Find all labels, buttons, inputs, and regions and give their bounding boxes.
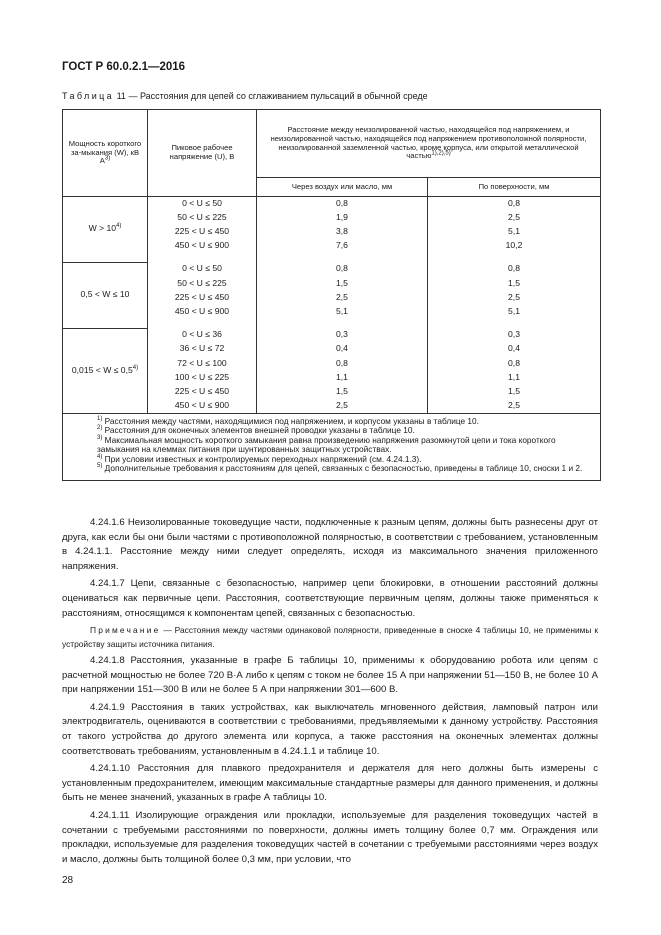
voltage-cell: 50 < U ≤ 225 <box>148 276 257 290</box>
air-distance-cell: 0,8 <box>257 262 428 276</box>
air-distance-cell: 3,8 <box>257 225 428 239</box>
col-header-distance: Расстояние между неизолированной частью, находящейся под напряжением, и неизолированной частью, находящейся под напряжением противоположной полярности, неизолированной заземленной частью, кроме корпуса, или открытой металлической частью$^{1),2),5)}$ <box>257 110 601 178</box>
paragraph-4-24-1-9: 4.24.1.9 Расстояния в таких устройствах, как выключатель мгновенного действия, ламповый патрон или электродвигатель, оцениваются в соответствии с требованиями, предъявляемыми к данному устройству. Расстояния от такого устройства до другого элемента или корпуса, а также расстояния на оконечных элементах должны соответствовать требованиям, установленным в 4.24.1.1 и таблице 10. <box>62 701 598 757</box>
surface-distance-cell: 5,1 <box>428 225 601 239</box>
footnotes-row <box>63 413 601 480</box>
note <box>62 624 598 651</box>
paragraph-4-24-1-6: 4.24.1.6 Неизолированные токоведущие части, подключенные к разным цепям, должны быть разнесены друг от друга, как если бы они были частями с противоположной полярностью, в соответствии с требованием, установленным в 4.24.1.1. Расстояние между ними следует определять, исходя из максимального значения приложенного напряжения. <box>62 517 598 572</box>
surface-distance-cell: 0,8 <box>428 197 601 211</box>
footnote: $^{5)}$ Дополнительные требования к расстояниям для цепей, связанных с безопасностью, приведены в таблице 10, сноски 1 и 2. <box>97 463 583 474</box>
voltage-cell: 100 < U ≤ 225 <box>148 371 257 385</box>
voltage-cell: 72 < U ≤ 100 <box>148 356 257 370</box>
table-row <box>63 262 601 276</box>
surface-distance-cell: 1,5 <box>428 385 601 399</box>
footnote: $^{1)}$ Расстояния между частями, находящимися под напряжением, и корпусом указаны в таблице 10. <box>97 415 479 426</box>
table-row <box>63 328 601 342</box>
surface-distance-cell: 0,8 <box>428 356 601 370</box>
voltage-cell: 450 < U ≤ 900 <box>148 305 257 319</box>
footnote: $^{3)}$ Максимальная мощность короткого замыкания равна произведению напряжения разомкнутой цепи и тока короткого замыкания на клеммах питания при шунтированных защитных устройствах. <box>97 434 556 455</box>
page-number: 28 <box>62 875 74 886</box>
footnotes <box>63 413 601 480</box>
spacer-cell <box>257 319 428 328</box>
voltage-cell: 225 < U ≤ 450 <box>148 291 257 305</box>
surface-distance-cell: 1,5 <box>428 276 601 290</box>
power-cell: $W > 10^{4)}$ <box>63 197 148 263</box>
paragraph-4-24-1-11: 4.24.1.11 Изолирующие ограждения или прокладки, используемые для разделения токоведущих частей в сочетании с требуемыми расстояниями по поверхности, должны иметь толщину более 0,7 мм. Ограждения или прокладки, используемые для разделения токоведущих частей в сочетании с требуемыми расстояниями через воздух и масло, должны быть толщиной более 0,3 мм, при условии, что <box>62 809 598 865</box>
surface-distance-cell: 0,8 <box>428 262 601 276</box>
spacer-cell <box>148 253 257 262</box>
voltage-cell: 0 < U ≤ 36 <box>148 328 257 342</box>
spacer-cell <box>257 253 428 262</box>
surface-distance-cell: 0,4 <box>428 342 601 356</box>
paragraph-4-24-1-10: 4.24.1.10 Расстояния для плавкого предохранителя и держателя для него должны быть измерены с установленным предохранителем, имеющим максимальные стандартные размеры для данного применения, и должны быть не менее значений, указанных в графе А таблицы 10. <box>62 763 598 804</box>
air-distance-cell: 5,1 <box>257 305 428 319</box>
footnote: $^{4)}$ При условии известных и контролируемых переходных напряжений (см. 4.24.1.3). <box>97 453 422 464</box>
voltage-cell: 225 < U ≤ 450 <box>148 225 257 239</box>
voltage-cell: 225 < U ≤ 450 <box>148 385 257 399</box>
spacer-cell <box>148 319 257 328</box>
voltage-cell: 50 < U ≤ 225 <box>148 211 257 225</box>
note-text: — Расстояния между частями одинаковой полярности, приведенные в сноске 4 таблицы 10, не применимы к устройству защиты источника питания. <box>62 625 598 649</box>
air-distance-cell: 1,5 <box>257 276 428 290</box>
surface-distance-cell: 5,1 <box>428 305 601 319</box>
voltage-cell: 0 < U ≤ 50 <box>148 197 257 211</box>
spacer-cell <box>428 253 601 262</box>
voltage-cell: 450 < U ≤ 900 <box>148 399 257 413</box>
document-header: ГОСТ Р 60.0.2.1—2016 <box>62 61 186 73</box>
table-row <box>63 197 601 211</box>
paragraph-4-24-1-8: 4.24.1.8 Расстояния, указанные в графе Б таблицы 10, применимы к оборудованию робота или цепям с расчетной мощностью не более 720 В·А либо к цепям с током не более 15 А при напряжении 51—150 В, не более 10 А при напряжении 151—300 В или не более 5 А при напряжении 301—600 В. <box>62 654 598 696</box>
subheader-surface: По поверхности, мм <box>428 178 601 197</box>
air-distance-cell: 2,5 <box>257 399 428 413</box>
body-text <box>62 516 598 870</box>
footnote: $^{2)}$ Расстояния для оконечных элементов внешней проводки указаны в таблице 10. <box>97 425 415 436</box>
air-distance-cell: 0,8 <box>257 197 428 211</box>
air-distance-cell: 1,5 <box>257 385 428 399</box>
surface-distance-cell: 0,3 <box>428 328 601 342</box>
table-caption <box>62 91 428 101</box>
surface-distance-cell: 1,1 <box>428 371 601 385</box>
power-cell: 0,5 < W ≤ 10 <box>63 262 148 328</box>
surface-distance-cell: 10,2 <box>428 239 601 253</box>
voltage-cell: 0 < U ≤ 50 <box>148 262 257 276</box>
surface-distance-cell: 2,5 <box>428 399 601 413</box>
distance-table <box>62 109 601 481</box>
subheader-air: Через воздух или масло, мм <box>257 178 428 197</box>
air-distance-cell: 0,8 <box>257 356 428 370</box>
table-caption-text: 11 — Расстояния для цепей со сглаживанием пульсаций в обычной среде <box>114 91 428 101</box>
note-label: Примечание <box>90 625 161 636</box>
air-distance-cell: 1,9 <box>257 211 428 225</box>
voltage-cell: 36 < U ≤ 72 <box>148 342 257 356</box>
col-header-power: Мощность короткого за-мыкания (W), кВ $А^{3)}$ <box>63 110 148 197</box>
surface-distance-cell: 2,5 <box>428 291 601 305</box>
air-distance-cell: 0,3 <box>257 328 428 342</box>
spacer-cell <box>428 319 601 328</box>
power-cell: $0,015 < W \le 0,5^{4)}$ <box>63 328 148 413</box>
col-header-voltage: Пиковое рабочее напряжение (U), В <box>148 110 257 197</box>
air-distance-cell: 2,5 <box>257 291 428 305</box>
air-distance-cell: 7,6 <box>257 239 428 253</box>
paragraph-4-24-1-7: 4.24.1.7 Цепи, связанные с безопасностью, например цепи блокировки, в отношении расстояний должны оцениваться как первичные цепи. Расстояния, соответствующие первичным цепям, должны также применяться к расстояниям, относящимся к компонентам цепей, связанных с безопасностью. <box>62 578 598 619</box>
air-distance-cell: 0,4 <box>257 342 428 356</box>
air-distance-cell: 1,1 <box>257 371 428 385</box>
surface-distance-cell: 2,5 <box>428 211 601 225</box>
table-caption-label: Таблица <box>62 91 115 101</box>
voltage-cell: 450 < U ≤ 900 <box>148 239 257 253</box>
